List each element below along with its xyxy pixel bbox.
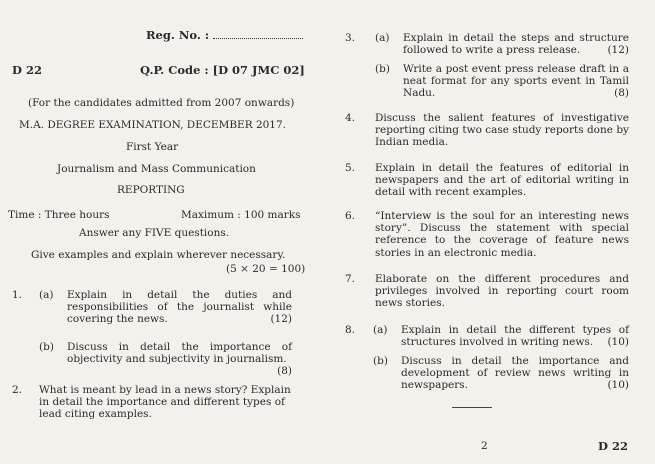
question-number: 7.	[345, 273, 356, 285]
question-text	[67, 341, 292, 378]
question-number: 5.	[345, 162, 356, 174]
question-number: 4.	[345, 112, 356, 124]
question-number: 2.	[12, 384, 23, 396]
question-text: Explain in detail the features of editorial in newspapers and the art of editorial writing in detail with recent examples.	[375, 162, 629, 199]
part-label: (a)	[39, 289, 54, 301]
part-label: (a)	[373, 324, 388, 336]
page-number: 2	[481, 440, 488, 452]
question-number: 6.	[345, 210, 356, 222]
question-text	[401, 355, 629, 392]
question-text: Discuss the salient features of investigative reporting citing two case study reports done by Indian media.	[375, 112, 629, 149]
part-marks: (10)	[607, 336, 629, 349]
part-text: Explain in detail the duties and responsibilities of the journalist while covering the news.	[67, 289, 292, 326]
part-label: (b)	[375, 63, 390, 75]
instruction-any-five: Answer any FIVE questions.	[79, 227, 230, 239]
question-text	[401, 324, 629, 348]
question-text: “Interview is the soul for an interesting news story”. Discuss the statement with special reference to the coverage of feature news stories in an electronic media.	[375, 210, 629, 259]
question-text	[403, 32, 629, 56]
part-text: Explain in detail the different types of structures involved in writing news.	[401, 324, 629, 349]
footer-code: D 22	[598, 439, 628, 453]
marks-formula: (5 × 20 = 100)	[226, 263, 306, 275]
reg-no-blank	[213, 29, 303, 39]
instruction-examples: Give examples and explain wherever necessary.	[31, 249, 286, 261]
paper-title: REPORTING	[117, 184, 185, 196]
time-label: Time : Three hours	[8, 209, 110, 221]
admitted-note: (For the candidates admitted from 2007 onwards)	[28, 97, 295, 109]
question-number: 1.	[12, 289, 23, 301]
question-number: 3.	[345, 32, 356, 44]
part-text: Discuss in detail the importance of objectivity and subjectivity in journalism.	[67, 341, 292, 366]
part-marks: (8)	[614, 87, 629, 100]
question-text: Elaborate on the different procedures and privileges involved in reporting court room news stories.	[375, 273, 629, 310]
question-text	[67, 289, 292, 326]
paper-code: D 22	[12, 63, 42, 77]
part-text: Explain in detail the steps and structure followed to write a press release.	[403, 32, 629, 57]
part-marks: (10)	[607, 379, 629, 392]
part-text: Write a post event press release draft in a neat format for any sports event in Tamil Nadu.	[403, 63, 629, 100]
part-text: Discuss in detail the importance and development of review news writing in newspapers.	[401, 355, 629, 392]
qp-code: Q.P. Code : [D 07 JMC 02]	[140, 63, 305, 77]
question-number: 8.	[345, 324, 356, 336]
end-divider	[452, 407, 492, 408]
part-label: (b)	[373, 355, 388, 367]
question-text	[403, 63, 629, 100]
part-marks: (8)	[277, 365, 292, 378]
reg-no-label: Reg. No. :	[146, 28, 210, 42]
reg-no	[146, 29, 303, 41]
exam-title: M.A. DEGREE EXAMINATION, DECEMBER 2017.	[19, 119, 287, 131]
subject-label: Journalism and Mass Communication	[57, 163, 256, 175]
question-text: What is meant by lead in a news story? Explain in detail the importance and different types of lead citing examples.	[39, 384, 291, 421]
part-label: (b)	[39, 341, 54, 353]
year-label: First Year	[126, 141, 179, 153]
part-label: (a)	[375, 32, 390, 44]
part-marks: (12)	[607, 44, 629, 57]
part-marks: (12)	[270, 313, 292, 326]
max-marks: Maximum : 100 marks	[181, 209, 301, 221]
